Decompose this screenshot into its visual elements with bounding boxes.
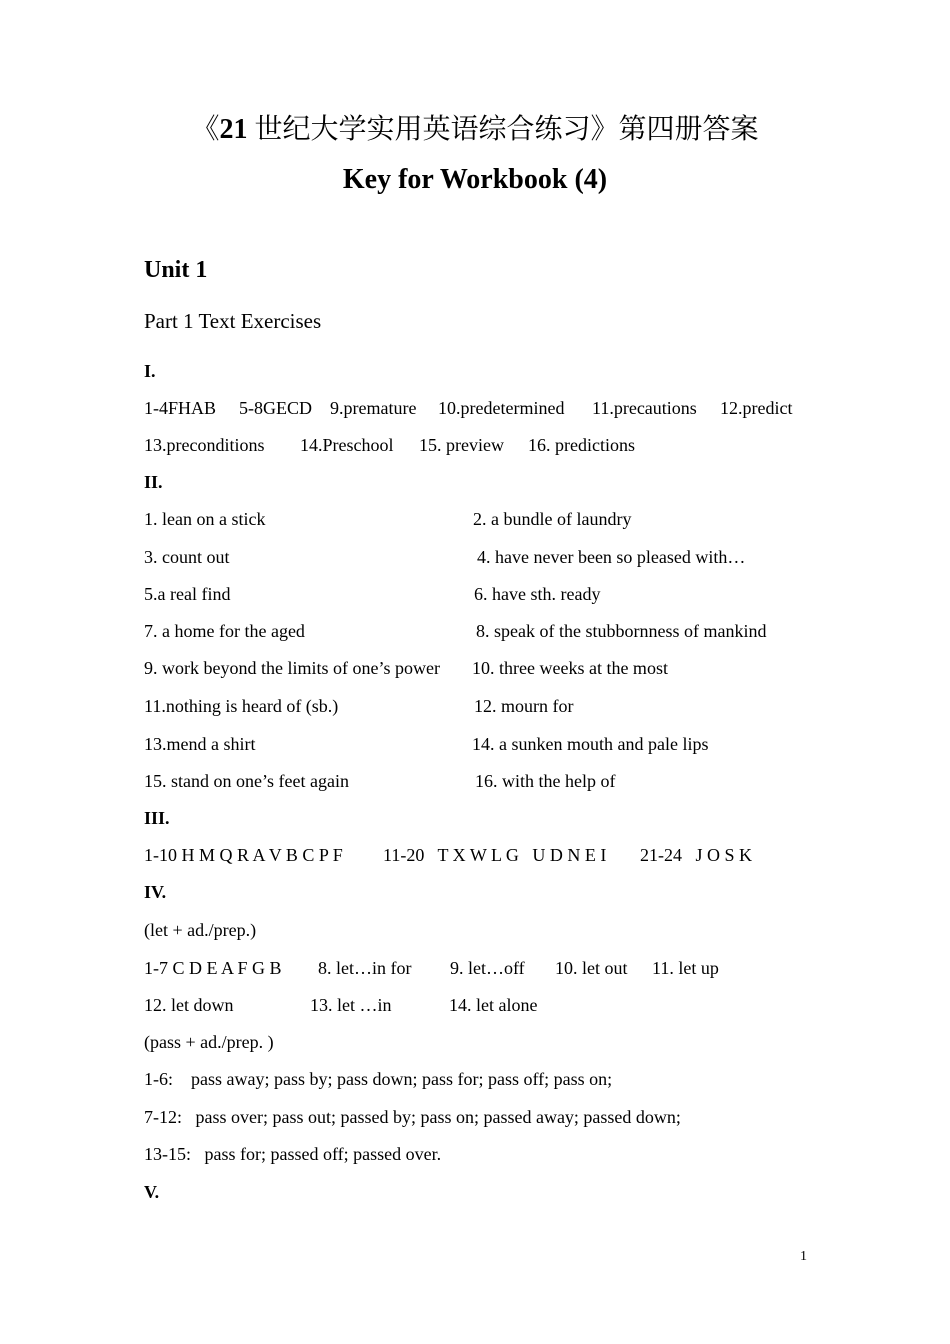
phrase-item: 8. speak of the stubbornness of mankind [476,621,767,641]
answer-item: 8. let…in for [318,958,412,978]
answer-item: 14.Preschool [300,435,394,455]
phrase-item: 15. stand on one’s feet again [144,771,349,791]
answer-line: 1-6: pass away; pass by; pass down; pass for; pass off; pass on; [144,1069,613,1089]
phrase-item: 1. lean on a stick [144,509,266,529]
title-cn-text: 世纪大学实用英语综合练习》第四册答案 [247,114,759,145]
title-number: 21 [219,114,248,145]
subsection-label-pass: (pass + ad./prep. ) [144,1032,274,1052]
answer-item: 13.preconditions [144,435,265,455]
section-heading-3: III. [144,808,170,828]
phrase-item: 7. a home for the aged [144,621,305,641]
answer-item: 11.precautions [592,398,697,418]
section-heading-4: IV. [144,882,167,902]
page-number: 1 [800,1249,807,1264]
phrase-item: 5.a real find [144,584,231,604]
phrase-item: 14. a sunken mouth and pale lips [472,734,709,754]
phrase-item: 6. have sth. ready [474,584,601,604]
phrase-item: 2. a bundle of laundry [473,509,632,529]
part-heading: Part 1 Text Exercises [144,309,322,333]
phrase-item: 16. with the help of [475,771,616,791]
phrase-item: 4. have never been so pleased with… [477,547,746,567]
answer-line: 13-15: pass for; passed off; passed over. [144,1144,442,1164]
answer-item: 1-4FHAB [144,398,217,418]
phrase-item: 13.mend a shirt [144,734,256,754]
phrase-item: 3. count out [144,547,230,567]
answer-item: 15. preview [419,435,504,455]
document-title-english: Key for Workbook (4) [342,164,608,195]
phrase-item: 12. mourn for [474,696,574,716]
answer-item: 21-24 J O S K [640,845,753,865]
answer-item: 9.premature [330,398,417,418]
answer-item: 14. let alone [449,995,538,1015]
answer-item: 11. let up [652,958,719,978]
answer-item: 10. let out [555,958,628,978]
answer-item: 1-7 C D E A F G B [144,958,282,978]
answer-item: 5-8GECD [239,398,312,418]
answer-item: 12. let down [144,995,234,1015]
answer-item: 12.predict [720,398,793,418]
unit-heading: Unit 1 [144,257,208,283]
answer-item: 1-10 H M Q R A V B C P F [144,845,343,865]
section-heading-2: II. [144,472,163,492]
answer-item: 16. predictions [528,435,635,455]
phrase-item: 9. work beyond the limits of one’s power [144,658,440,678]
answer-item: 13. let …in [310,995,392,1015]
subsection-label-let: (let + ad./prep.) [144,920,257,940]
answer-item: 10.predetermined [438,398,565,418]
phrase-item: 11.nothing is heard of (sb.) [144,696,339,716]
section-heading-5: V. [144,1182,160,1202]
answer-item: 11-20 T X W L G U D N E I [383,845,607,865]
title-open-mark: 《 [191,114,220,145]
answer-item: 9. let…off [450,958,525,978]
section-heading-1: I. [144,361,156,381]
document-title-chinese [0,116,950,144]
answer-line: 7-12: pass over; pass out; passed by; pass on; passed away; passed down; [144,1107,681,1127]
phrase-item: 10. three weeks at the most [472,658,668,678]
